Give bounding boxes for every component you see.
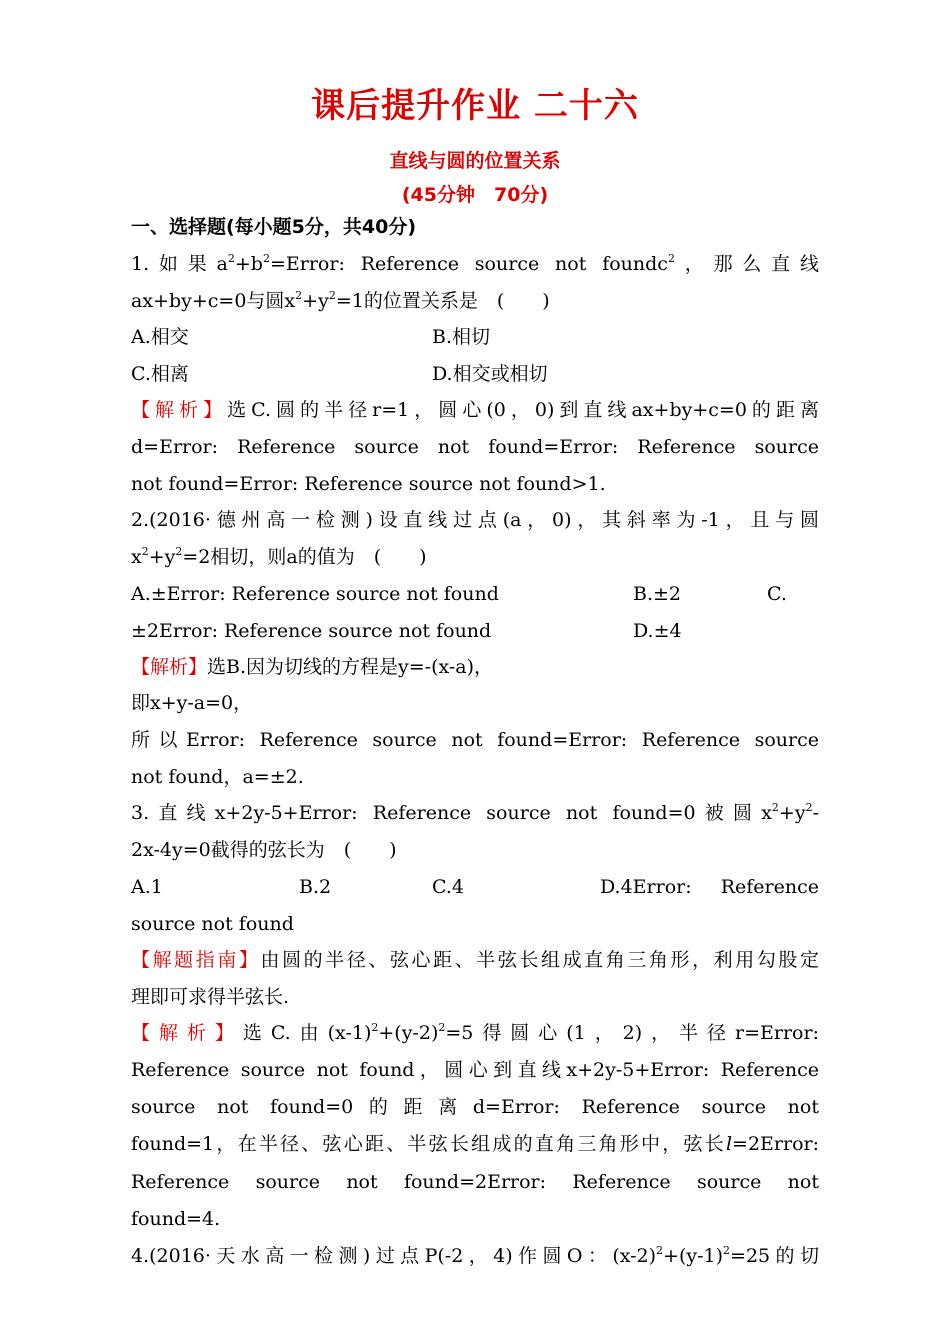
q4-stem-line1: 4.(2016·天水高一检测)过点P(-2，4)作圆O：$(x-2)^2+(y-1)^2=25$的切: [131, 1244, 819, 1267]
q3-answer-line2: Reference source not found，圆心到直线x+2y-5+Error: Reference: [131, 1059, 819, 1081]
guide-tag: 【解题指南】: [131, 949, 261, 971]
q2-option-c-label: C.: [767, 583, 787, 605]
q3-option-a: A.1: [131, 876, 163, 898]
q2-stem-line1: 2.(2016·德州高一检测)设直线过点(a，0)，其斜率为-1，且与圆: [131, 509, 819, 531]
section-heading: 一、选择题(每小题5分，共40分): [131, 216, 417, 238]
q3-stem-line2: 2x-4y=0截得的弦长为 ( ): [131, 839, 397, 861]
q2-answer-line1: 【解析】选B.因为切线的方程是y=-(x-a)，: [131, 656, 494, 678]
q1-answer-line3: not found=Error: Reference source not found>1.: [131, 473, 606, 495]
q3-stem-line1: 3.直线x+2y-5+Error: Reference source not found=0被圆$x^2+y^2-$: [131, 801, 819, 824]
answer-tag: 【解析】: [131, 656, 208, 678]
q3-option-d-cont: source not found: [131, 913, 294, 935]
q3-option-d: D.4Error: Reference: [600, 876, 819, 898]
answer-tag: 【解析】: [131, 1022, 243, 1044]
q1-answer-line1: 【解析】选C.圆的半径r=1，圆心(0，0)到直线ax+by+c=0的距离: [131, 399, 819, 421]
q3-answer-line5: Reference source not found=2Error: Reference source not: [131, 1171, 819, 1193]
q2-option-a: A.±Error: Reference source not found: [131, 583, 499, 605]
q3-option-c: C.4: [432, 876, 464, 898]
q3-answer-line6: found=4.: [131, 1208, 221, 1230]
q3-answer-line4: found=1，在半径、弦心距、半弦长组成的直角三角形中，弦长l=2Error:: [131, 1133, 819, 1155]
q1-option-b: B.相切: [432, 326, 491, 348]
q3-answer-line1: 【解析】选C.由$(x-1)^2+(y-2)^2=5$得圆心(1，2)，半径r=Error:: [131, 1021, 819, 1044]
section-subtitle: 直线与圆的位置关系: [389, 150, 561, 172]
q2-option-d: D.±4: [633, 620, 682, 642]
q2-option-c: ±2Error: Reference source not found: [131, 620, 492, 642]
q1-answer-line2: d=Error: Reference source not found=Error: Reference source: [131, 436, 819, 458]
q2-answer-line3: 所以Error: Reference source not found=Error: Reference source: [131, 729, 819, 751]
time-score-info: (45分钟 70分): [401, 184, 549, 206]
q2-answer-line2: 即x+y-a=0，: [131, 692, 253, 714]
q3-answer-line3: source not found=0的距离d=Error: Reference source not: [131, 1096, 819, 1118]
answer-tag: 【解析】: [131, 399, 228, 421]
q2-stem-line2: $x^2+y^2=2$相切，则a的值为 ( ): [131, 545, 427, 568]
q2-option-b: B.±2: [633, 583, 682, 605]
q2-answer-line4: not found，a=±2.: [131, 766, 304, 788]
q1-stem-line1: 1.如果$a^2+b^2=Error$: Reference source not foundc$^2$，那么直线: [131, 252, 819, 275]
q1-option-d: D.相交或相切: [432, 363, 548, 385]
q3-guide-line2: 理即可求得半弦长.: [131, 986, 290, 1008]
q3-guide-line1: 【解题指南】由圆的半径、弦心距、半弦长组成直角三角形，利用勾股定: [131, 949, 819, 971]
q3-option-b: B.2: [299, 876, 332, 898]
q1-stem-line2: ax+by+c=0与圆$x^2+y^2=1$的位置关系是 ( ): [131, 289, 550, 312]
page-title: 课后提升作业 二十六: [311, 86, 639, 126]
q1-option-a: A.相交: [131, 326, 189, 348]
q1-option-c: C.相离: [131, 363, 189, 385]
